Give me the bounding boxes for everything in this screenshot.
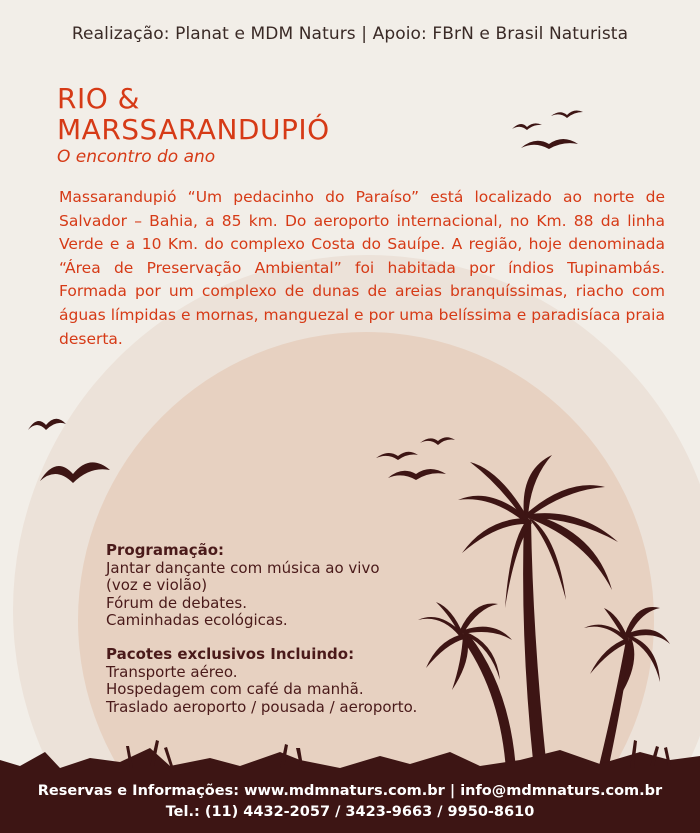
intro-paragraph: Massarandupió “Um pedacinho do Paraíso” está localizado ao norte de Salvador – Bahia, a 85 km. Do aeroporto internacional, no Km. 88 da linha Verde e a 10 Km. do complexo Costa do Sauípe. A região, hoje denominada “Área de Preservação Ambiental” foi habitada por índios Tupinambás. Formada por um complexo de dunas de areias branquíssimas, riacho com águas límpidas e mornas, manguezal e por uma belíssima e paradisíaca praia deserta. bbox=[59, 188, 665, 348]
bird-icon bbox=[521, 139, 578, 149]
program-item: (voz e violão) bbox=[106, 576, 208, 595]
footer-contact: Reservas e Informações: www.mdmnaturs.com.br | info@mdmnaturs.com.br bbox=[37, 783, 663, 799]
bird-icon bbox=[28, 419, 66, 430]
page-title-line-1: RIO & bbox=[57, 82, 140, 115]
package-item: Transporte aéreo. bbox=[106, 662, 238, 681]
program-block bbox=[106, 542, 466, 716]
bird-icon bbox=[512, 123, 542, 130]
footer bbox=[0, 781, 700, 823]
bird-icon bbox=[551, 111, 583, 118]
program-item: Caminhadas ecológicas. bbox=[106, 611, 288, 630]
packages-heading: Pacotes exclusivos Incluindo: bbox=[106, 644, 355, 663]
program-item: Jantar dançante com música ao vivo bbox=[106, 558, 380, 577]
header-credits: Realização: Planat e MDM Naturs | Apoio: FBrN e Brasil Naturista bbox=[71, 24, 629, 44]
package-item: Traslado aeroporto / pousada / aeroporto. bbox=[106, 697, 418, 716]
footer-phones: Tel.: (11) 4432-2057 / 3423-9663 / 9950-8610 bbox=[165, 804, 535, 820]
package-item: Hospedagem com café da manhã. bbox=[106, 680, 364, 699]
page-title-line-2: MARSSARANDUPIÓ bbox=[57, 113, 330, 146]
program-heading: Programação: bbox=[106, 541, 225, 559]
program-item: Fórum de debates. bbox=[106, 593, 247, 612]
page-subtitle: O encontro do ano bbox=[57, 147, 216, 167]
title-block bbox=[57, 83, 330, 167]
